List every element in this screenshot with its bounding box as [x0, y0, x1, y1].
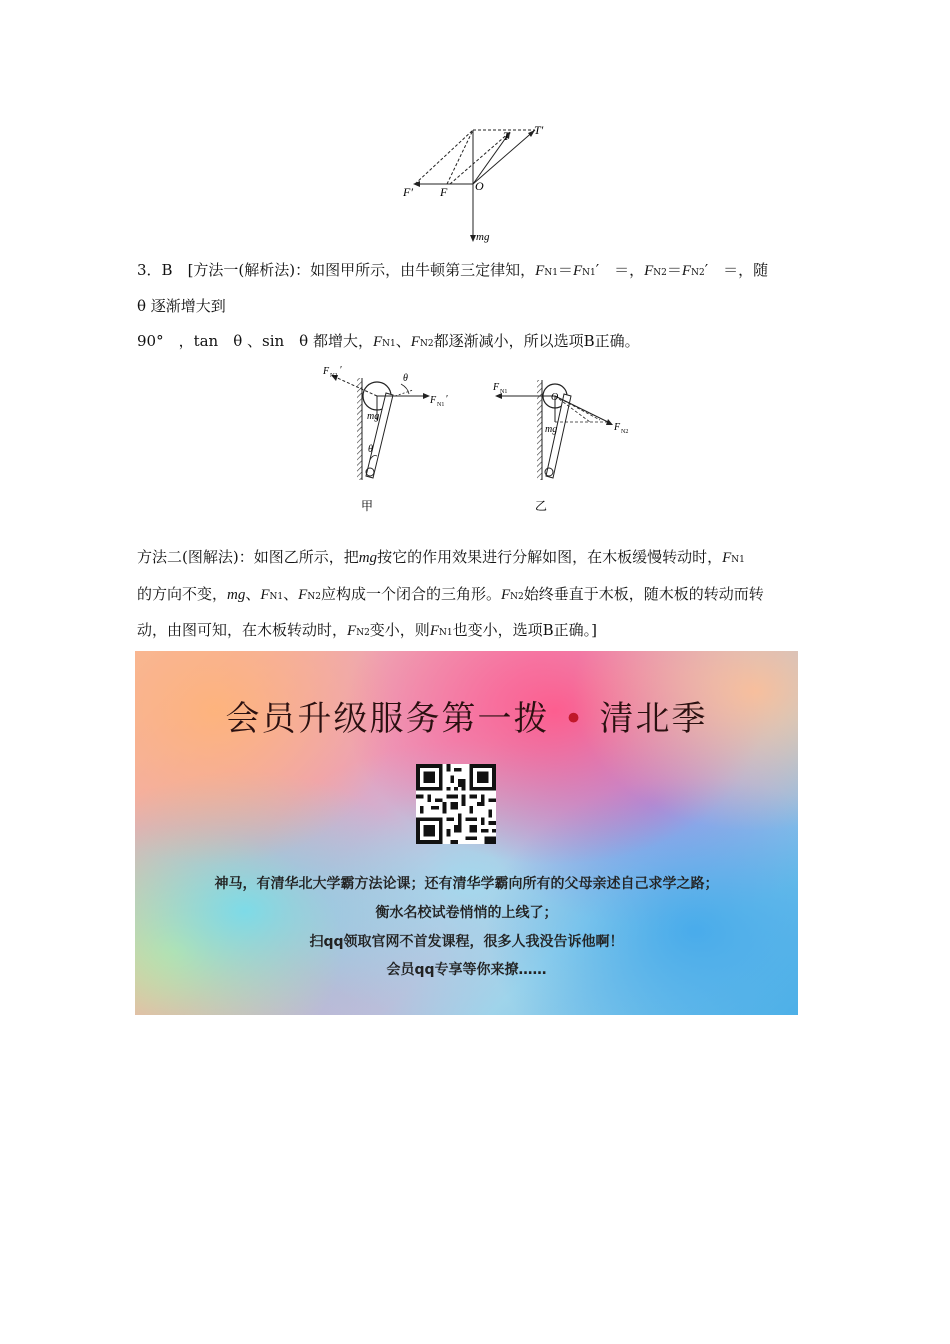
svg-text:F: F: [493, 382, 500, 393]
method2-line-3: 动，由图可知，在木板转动时，FN2变小，则FN1也变小，选项B正确。]: [137, 621, 597, 639]
svg-text:mg: mg: [367, 411, 380, 422]
svg-text:F: F: [323, 366, 330, 377]
svg-text:N2: N2: [330, 373, 338, 379]
answer-line-3: 90° ，tan θ 、sin θ 都增大，FN1、FN2都逐渐减小，所以选项B正确。: [137, 332, 640, 350]
svg-text:θ: θ: [368, 444, 373, 455]
banner-line-1: 神马，有清华北大学霸方法论课；还有清华学霸向所有的父母亲述自己求学之路；: [214, 876, 719, 892]
caption-yi: 乙: [535, 499, 548, 513]
svg-text:mg: mg: [545, 424, 558, 435]
banner-line-4: 会员qq专享等你来撩……: [386, 962, 547, 978]
svg-text:F: F: [430, 395, 437, 406]
banner-title: 会员升级服务第一拨 • 清北季: [225, 699, 708, 739]
svg-text:F: F: [614, 422, 621, 433]
method2-line-1: 方法二(图解法)：如图乙所示，把mg按它的作用效果进行分解如图，在木板缓慢转动时，FN1: [137, 548, 745, 566]
svg-text:N1: N1: [500, 389, 508, 395]
label-T: T: [503, 129, 510, 143]
svg-text:′: ′: [340, 365, 343, 376]
figure-yi: [492, 380, 628, 513]
method2-line-2: 的方向不变，mg、FN1、FN2应构成一个闭合的三角形。FN2始终垂直于木板，随木板的转动而转: [137, 585, 764, 603]
label-O: O: [475, 179, 484, 193]
figure-jia-yi: [315, 360, 645, 520]
label-T-prime: T′: [534, 123, 544, 137]
banner-line-2: 衡水名校试卷悄悄的上线了；: [375, 905, 558, 921]
promo-banner[interactable]: [135, 651, 798, 1015]
label-F-prime: F′: [403, 185, 413, 199]
figure-jia: [322, 365, 448, 513]
banner-line-3: 扫qq领取官网不首发课程，很多人我没告诉他啊！: [309, 934, 624, 950]
svg-text:θ: θ: [403, 373, 408, 384]
svg-text:N2: N2: [621, 429, 629, 435]
answer-line-1: 3．B [方法一(解析法)：如图甲所示，由牛顿第三定律知，FN1＝FN1′ ＝，FN2＝FN2′ ＝，随: [137, 261, 769, 279]
svg-text:′: ′: [446, 394, 449, 405]
label-mg: mg: [476, 231, 490, 243]
answer-line-2: θ 逐渐增大到: [137, 297, 226, 315]
label-F: F: [440, 185, 448, 199]
caption-jia: 甲: [361, 499, 374, 513]
qr-code-icon[interactable]: [416, 764, 496, 844]
svg-text:N1: N1: [437, 402, 445, 408]
force-diagram-top: [395, 118, 565, 248]
svg-text:O: O: [551, 392, 559, 403]
